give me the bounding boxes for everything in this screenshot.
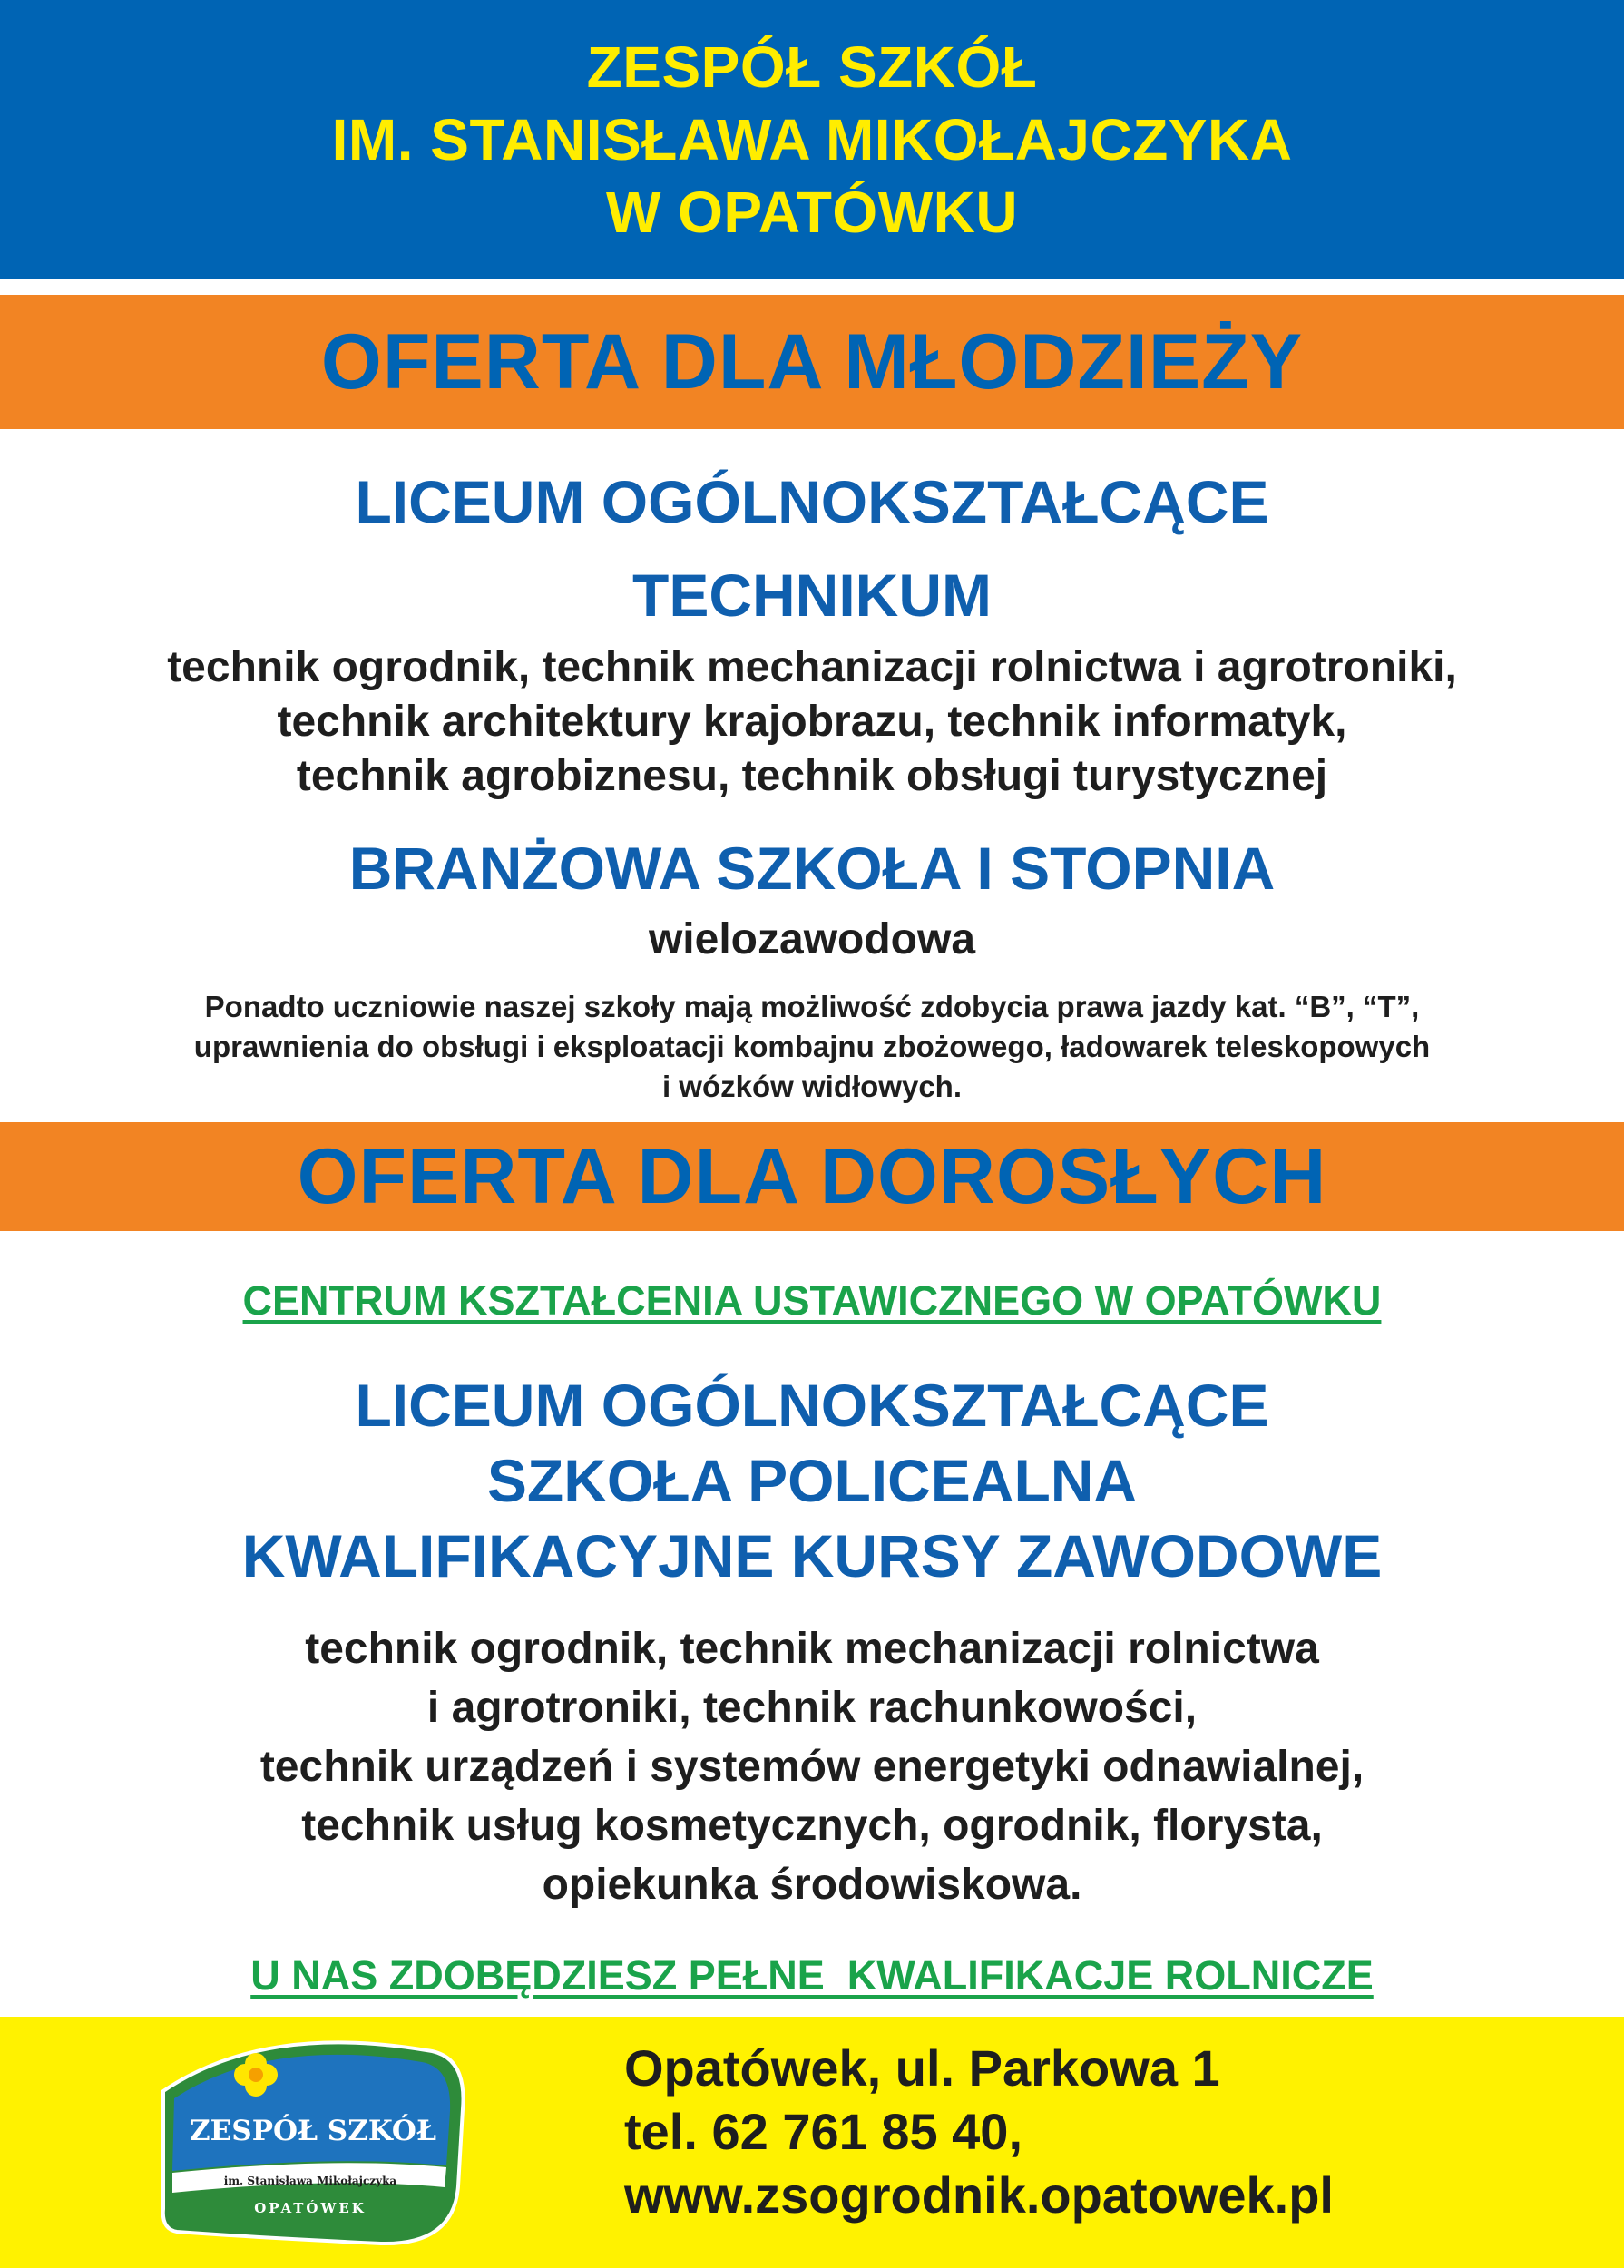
youth-offer-band [0,295,1624,429]
contact-block [624,2037,1334,2227]
logo-title: ZESPÓŁ SZKÓŁ [190,2115,436,2147]
adult-profession-line-2: i agrotroniki, technik rachunkowości, [426,1684,1198,1732]
technikum-line-2: technik architektury krajobrazu, technik informatyk, [277,698,1347,746]
technikum-line-1: technik ogrodnik, technik mechanizacji rolnictwa i agrotroniki, [167,643,1457,691]
school-logo [154,2028,472,2254]
header-banner [0,0,1624,279]
youth-liceum-heading: LICEUM OGÓLNOKSZTAŁCĄCE [355,468,1269,535]
adult-offer-band [0,1122,1624,1231]
header-line-1: ZESPÓŁ SZKÓŁ [586,34,1038,100]
extra-qualifications-note [0,987,1624,1107]
branzowa-heading: BRANŻOWA SZKOŁA I STOPNIA [348,835,1276,902]
adult-schools [0,1368,1624,1594]
header-line-3: W OPATÓWKU [605,180,1019,245]
adult-offer-title: OFERTA DLA DOROSŁYCH [297,1133,1327,1220]
adult-profession-line-3: technik urządzeń i systemów energetyki odnawialnej, [259,1743,1365,1791]
branzowa-subtitle: wielozawodowa [648,915,976,963]
technikum-professions [0,640,1624,804]
adult-profession-line-1: technik ogrodnik, technik mechanizacji rolnictwa [305,1625,1319,1673]
adult-professions [0,1619,1624,1914]
adult-school-liceum: LICEUM OGÓLNOKSZTAŁCĄCE [355,1372,1269,1439]
logo-place: OPATÓWEK [254,2200,367,2216]
contact-website[interactable]: www.zsogrodnik.opatowek.pl [624,2166,1334,2224]
cku-center-title: CENTRUM KSZTAŁCENIA USTAWICZNEGO W OPATÓWKU [242,1277,1382,1324]
adult-school-policealna: SZKOŁA POLICEALNA [486,1447,1138,1514]
slogan: U NAS ZDOBĘDZIESZ PEŁNE KWALIFIKACJE ROLNICZE [250,1952,1374,1999]
adult-profession-line-5: opiekunka środowiskowa. [542,1861,1082,1909]
extra-line-3: i wózków widłowych. [661,1070,963,1103]
youth-technikum-heading: TECHNIKUM [632,562,992,629]
adult-profession-line-4: technik usług kosmetycznych, ogrodnik, florysta, [301,1802,1323,1850]
youth-offer-title: OFERTA DLA MŁODZIEŻY [320,318,1304,406]
header-line-2: IM. STANISŁAWA MIKOŁAJCZYKA [331,107,1293,172]
adult-school-kkz: KWALIFIKACYJNE KURSY ZAWODOWE [241,1522,1383,1589]
extra-line-1: Ponadto uczniowie naszej szkoły mają możliwość zdobycia prawa jazdy kat. “B”, “T”, [204,990,1420,1023]
extra-line-2: uprawnienia do obsługi i eksploatacji kombajnu zbożowego, ładowarek teleskopowych [193,1030,1431,1063]
contact-phone: tel. 62 761 85 40, [624,2103,1023,2160]
contact-address: Opatówek, ul. Parkowa 1 [624,2039,1220,2097]
logo-subtitle: im. Stanisława Mikołajczyka [223,2175,397,2187]
technikum-line-3: technik agrobiznesu, technik obsługi turystycznej [296,752,1328,800]
